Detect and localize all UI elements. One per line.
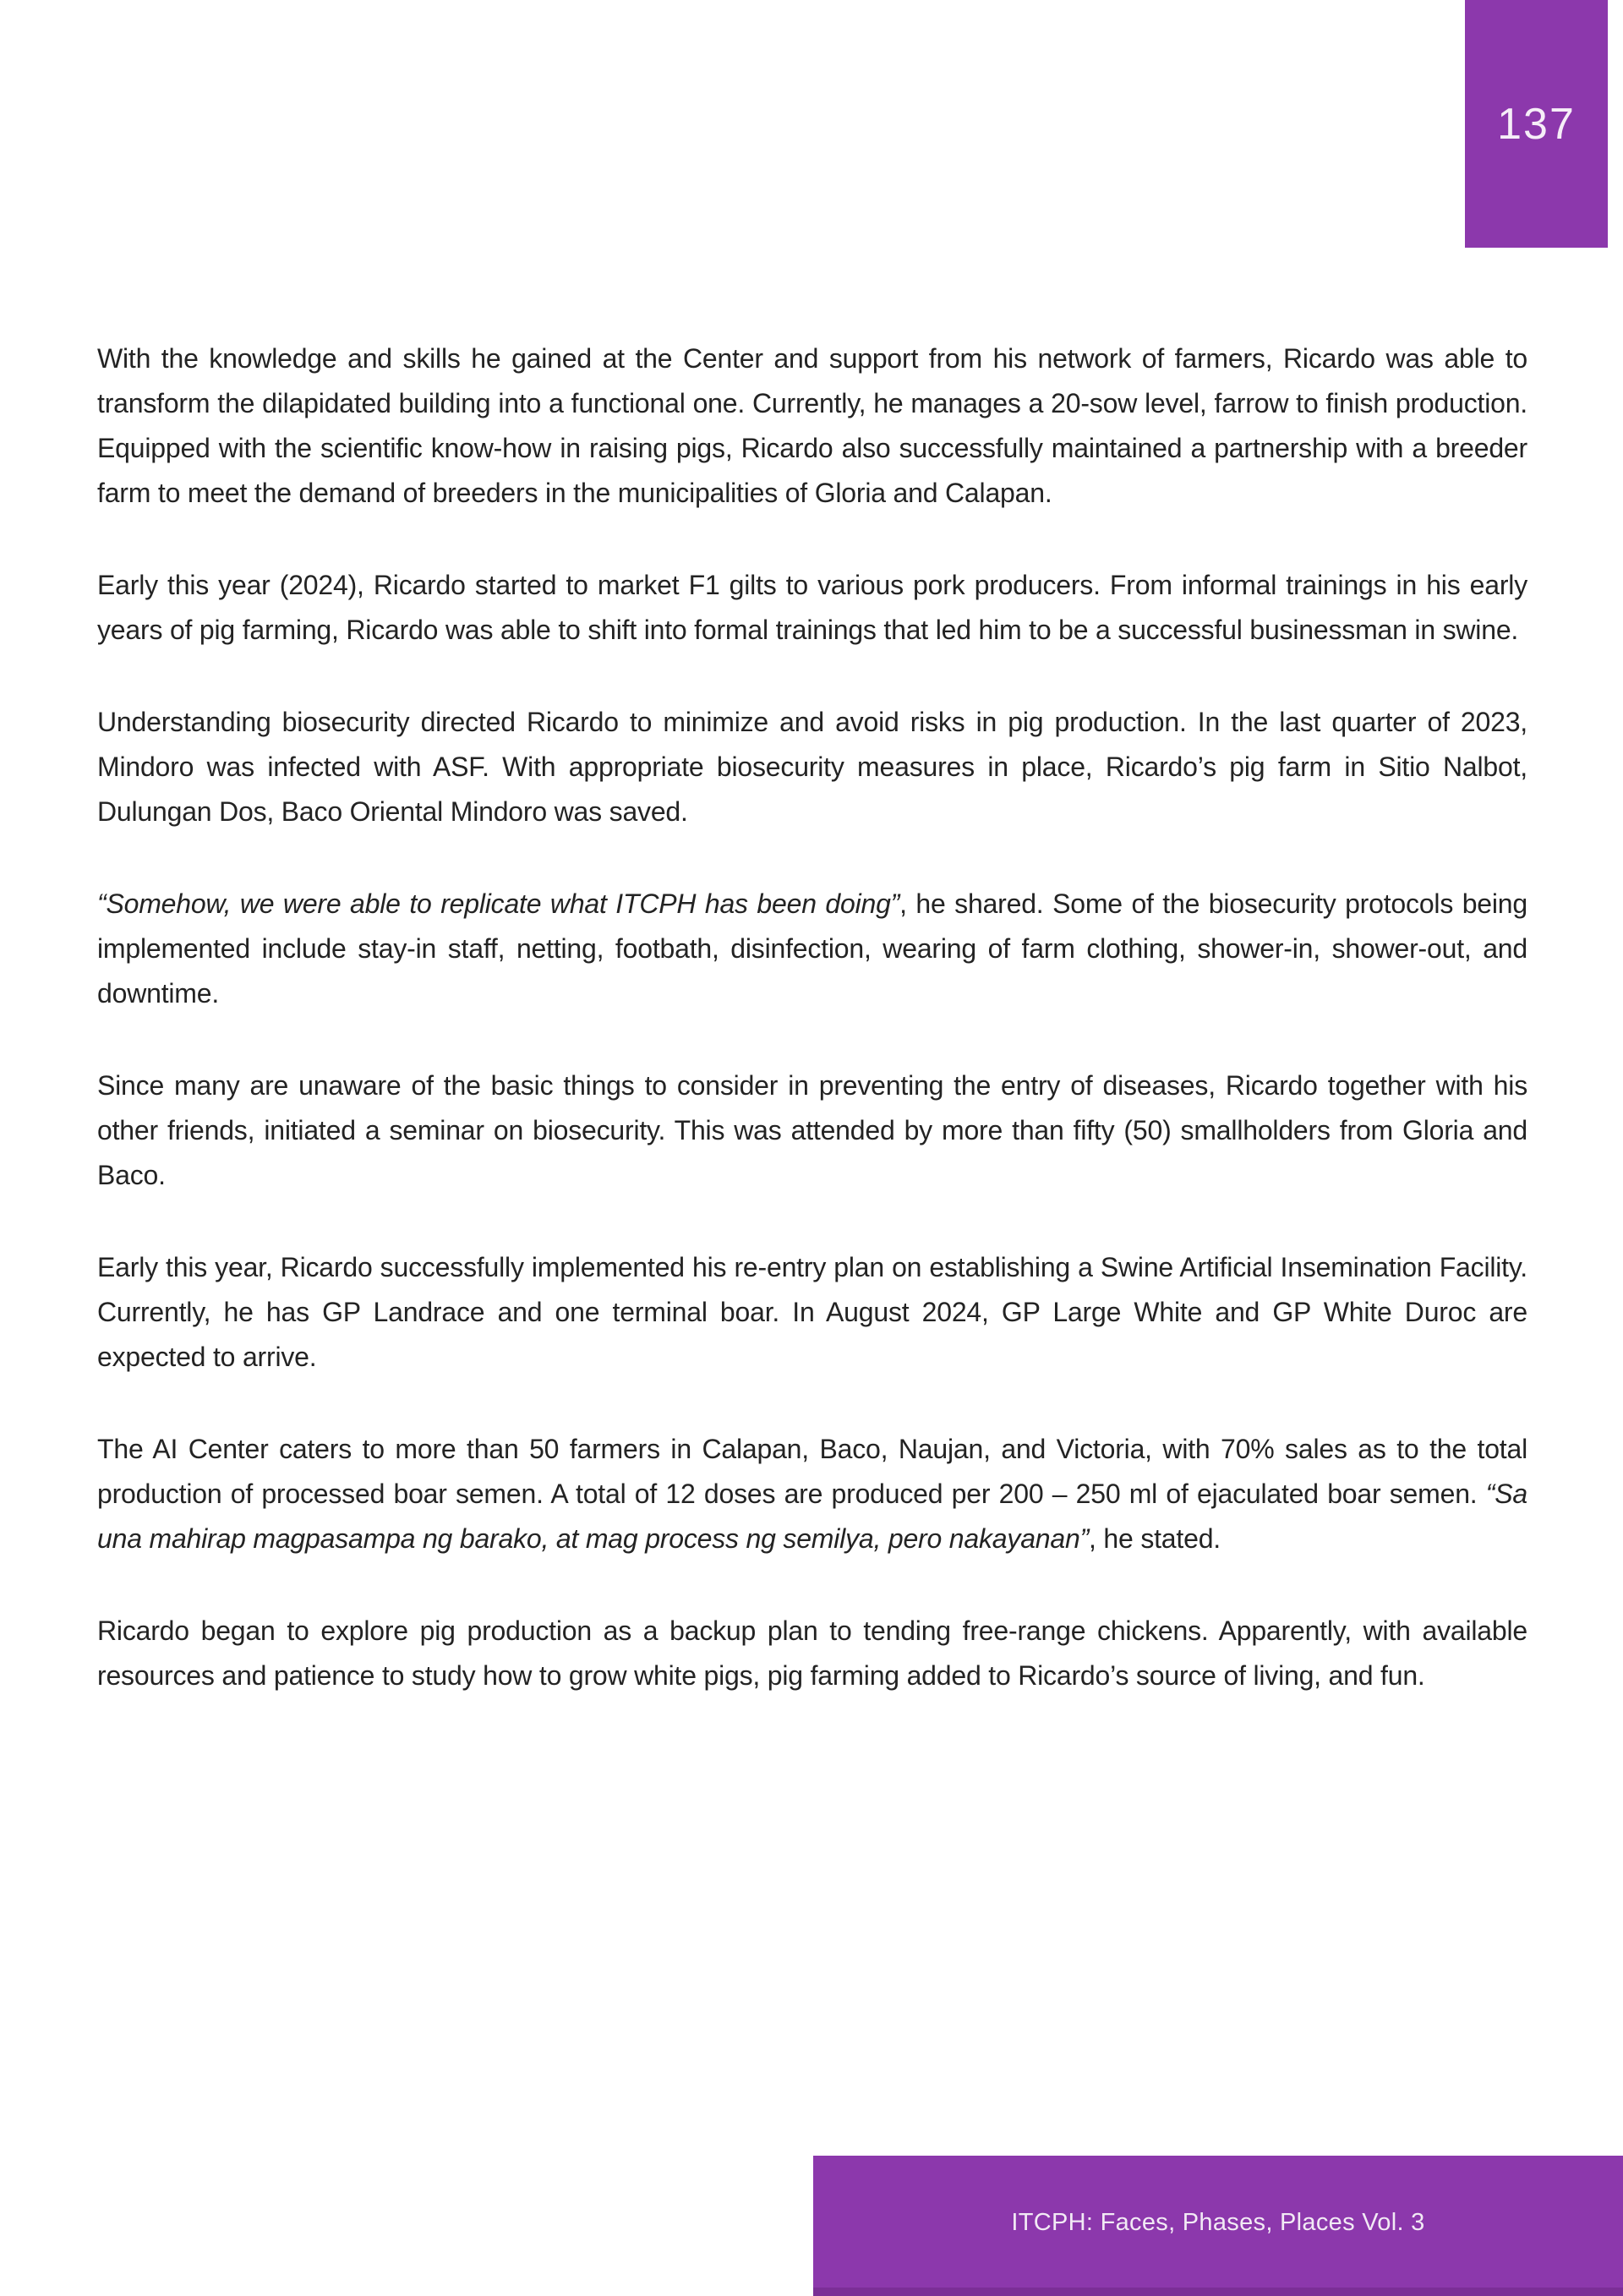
paragraph-text: Early this year (2024), Ricardo started to market F1 gilts to various pork producers. From informal trainings in his early years of pig farming, Ricardo was able to shift into formal trainings that led him to be a successful businessman in swine. xyxy=(97,570,1527,645)
paragraph-text: , he shared. Some of the biosecurity protocols being implemented include stay-in staff, netting, footbath, disinfection, wearing of farm clothing, shower-in, shower-out, and downtime. xyxy=(97,888,1527,1009)
paragraph-text: Since many are unaware of the basic things to consider in preventing the entry of diseases, Ricardo together with his other friends, initiated a seminar on biosecurity. This was attended by more than fifty (50) smallholders from Gloria and Baco. xyxy=(97,1070,1527,1190)
body-paragraph xyxy=(97,1245,1527,1380)
paragraph-text: Understanding biosecurity directed Ricardo to minimize and avoid risks in pig production. In the last quarter of 2023, Mindoro was infected with ASF. With appropriate biosecurity measures in place, Ricardo’s pig farm in Sitio Nalbot, Dulungan Dos, Baco Oriental Mindoro was saved. xyxy=(97,707,1527,827)
footer-bar xyxy=(813,2156,1623,2296)
quote-text: “Sa una mahirap magpasampa ng barako, at mag process ng semilya, pero nakayanan” xyxy=(97,1479,1527,1554)
paragraph-text: The AI Center caters to more than 50 farmers in Calapan, Baco, Naujan, and Victoria, with 70% sales as to the total production of processed boar semen. A total of 12 doses are produced per 200 – 250 ml of ejaculated boar semen. xyxy=(97,1434,1527,1509)
body-paragraph xyxy=(97,1427,1527,1561)
page-number-box xyxy=(1465,0,1608,248)
paragraph-text: Early this year, Ricardo successfully implemented his re-entry plan on establishing a Swine Artificial Insemination Facility. Currently, he has GP Landrace and one terminal boar. In August 2024, GP Large White and GP White Duroc are expected to arrive. xyxy=(97,1252,1527,1372)
body-paragraph xyxy=(97,700,1527,834)
page-body-text xyxy=(97,336,1527,1746)
paragraph-text: Ricardo began to explore pig production as a backup plan to tending free-range chickens. Apparently, with available resources and patience to study how to grow white pigs, pig farming added to Ricardo’s source of living, and fun. xyxy=(97,1615,1527,1691)
footer-title: ITCPH: Faces, Phases, Places Vol. 3 xyxy=(1011,2208,1425,2236)
body-paragraph xyxy=(97,336,1527,516)
body-paragraph xyxy=(97,882,1527,1016)
body-paragraph xyxy=(97,1609,1527,1698)
footer-bottom-strip xyxy=(813,2288,1623,2296)
paragraph-text: With the knowledge and skills he gained at the Center and support from his network of farmers, Ricardo was able to transform the dilapidated building into a functional one. Currently, he manages a 20-sow level, farrow to finish production. Equipped with the scientific know-how in raising pigs, Ricardo also successfully maintained a partnership with a breeder farm to meet the demand of breeders in the municipalities of Gloria and Calapan. xyxy=(97,343,1527,508)
page-number: 137 xyxy=(1497,99,1576,149)
paragraph-text: , he stated. xyxy=(1089,1523,1221,1554)
quote-text: “Somehow, we were able to replicate what ITCPH has been doing” xyxy=(97,888,900,919)
body-paragraph xyxy=(97,563,1527,653)
body-paragraph xyxy=(97,1063,1527,1198)
